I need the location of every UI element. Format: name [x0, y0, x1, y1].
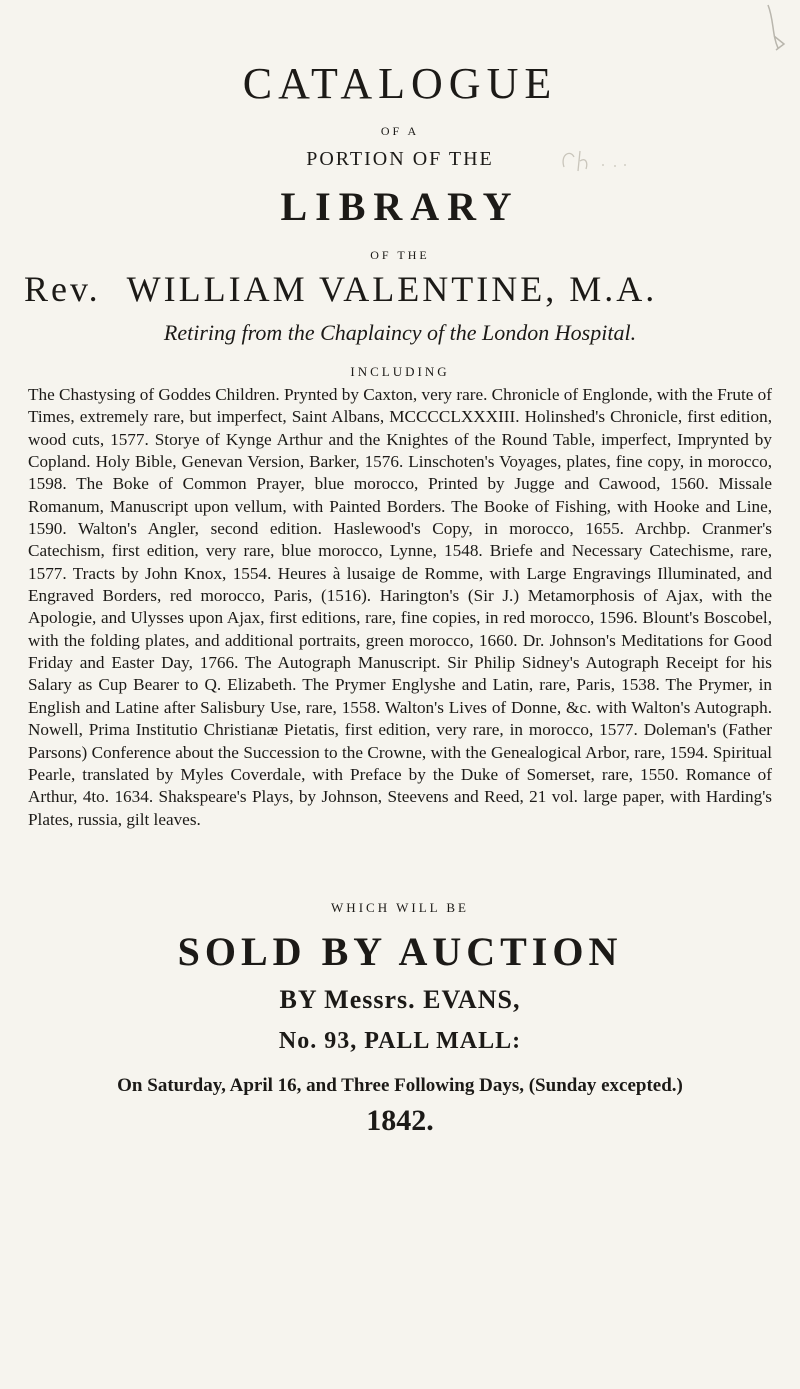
auction-year: 1842. — [366, 1104, 434, 1137]
retiring-note: Retiring from the Chaplaincy of the London Hospital. — [163, 320, 637, 345]
of-a-label: OF A — [380, 124, 420, 138]
faded-ink-annotation — [558, 145, 638, 175]
owner-name: WILLIAM VALENTINE, M.A. — [126, 269, 658, 309]
sold-by-auction-heading: SOLD BY AUCTION — [177, 929, 623, 974]
of-the-label: OF THE — [370, 248, 430, 262]
library-heading: LIBRARY — [280, 184, 520, 229]
which-will-be-label: WHICH WILL BE — [331, 900, 469, 915]
including-label: INCLUDING — [350, 364, 450, 379]
owner-name-line — [24, 268, 784, 310]
auctioneer-line: BY Messrs. EVANS, — [279, 985, 521, 1014]
rev-title: Rev. — [24, 269, 101, 309]
catalogue-title: CATALOGUE — [242, 59, 558, 108]
corner-pencil-mark — [760, 0, 800, 60]
portion-label: PORTION OF THE — [306, 148, 494, 170]
auction-date-line: On Saturday, April 16, and Three Following Days, (Sunday excepted.) — [117, 1075, 683, 1096]
catalogue-items-paragraph: The Chastysing of Goddes Children. Prynted by Caxton, very rare. Chronicle of Englonde, with the Frute of Times, extremely rare, but imperfect, Saint Albans, MCCCCLXXXIII. Holinshed's Chronicle, first edition, wood cuts, 1577. Storye of Kynge Arthur and the Knightes of the Round Table, imperfect, Imprynted by Copland. Holy Bible, Genevan Version, Barker, 1576. Linschoten's Voyages, plates, fine copy, in morocco, 1598. The Boke of Common Prayer, blue morocco, Printed by Jugge and Cawood, 1560. Missale Romanum, Manuscript upon vellum, with Painted Borders. The Booke of Fishing, with Hooke and Line, 1590. Walton's Angler, second edition. Haslewood's Copy, in morocco, 1655. Archbp. Cranmer's Catechism, first edition, very rare, blue morocco, Lynne, 1548. Briefe and Necessary Catechisme, rare, 1577. Tracts by John Knox, 1554. Heures à lusaige de Romme, with Large Engravings Illuminated, and Engraved Borders, red morocco, Paris, (1516). Harington's (Sir J.) Metamorphosis of Ajax, with the Apologie, and Ulysses upon Ajax, first editions, rare, fine copies, in red morocco, 1596. Blount's Boscobel, with the folding plates, and additional portraits, green morocco, 1660. Dr. Johnson's Meditations for Good Friday and Easter Day, 1766. The Autograph Manuscript. Sir Philip Sidney's Autograph Receipt for his Salary as Cup Bearer to Q. Elizabeth. The Prymer Englyshe and Latin, rare, Paris, 1538. The Prymer, in English and Latine after Salisbury Use, rare, 1558. Walton's Lives of Donne, &c. with Walton's Autograph. Nowell, Prima Institutio Christianæ Pietatis, first edition, very rare, in morocco, 1577. Doleman's (Father Parsons) Conference about the Succession to the Crowne, with the Genealogical Arbor, rare, 1594. Spiritual Pearle, translated by Myles Coverdale, with Preface by the Duke of Somerset, rare, 1550. Romance of Arthur, 4to. 1634. Shakspeare's Plays, by Johnson, Steevens and Reed, 21 vol. large paper, with Harding's Plates, russia, gilt leaves. — [28, 385, 772, 829]
auction-address: No. 93, PALL MALL: — [278, 1028, 522, 1054]
